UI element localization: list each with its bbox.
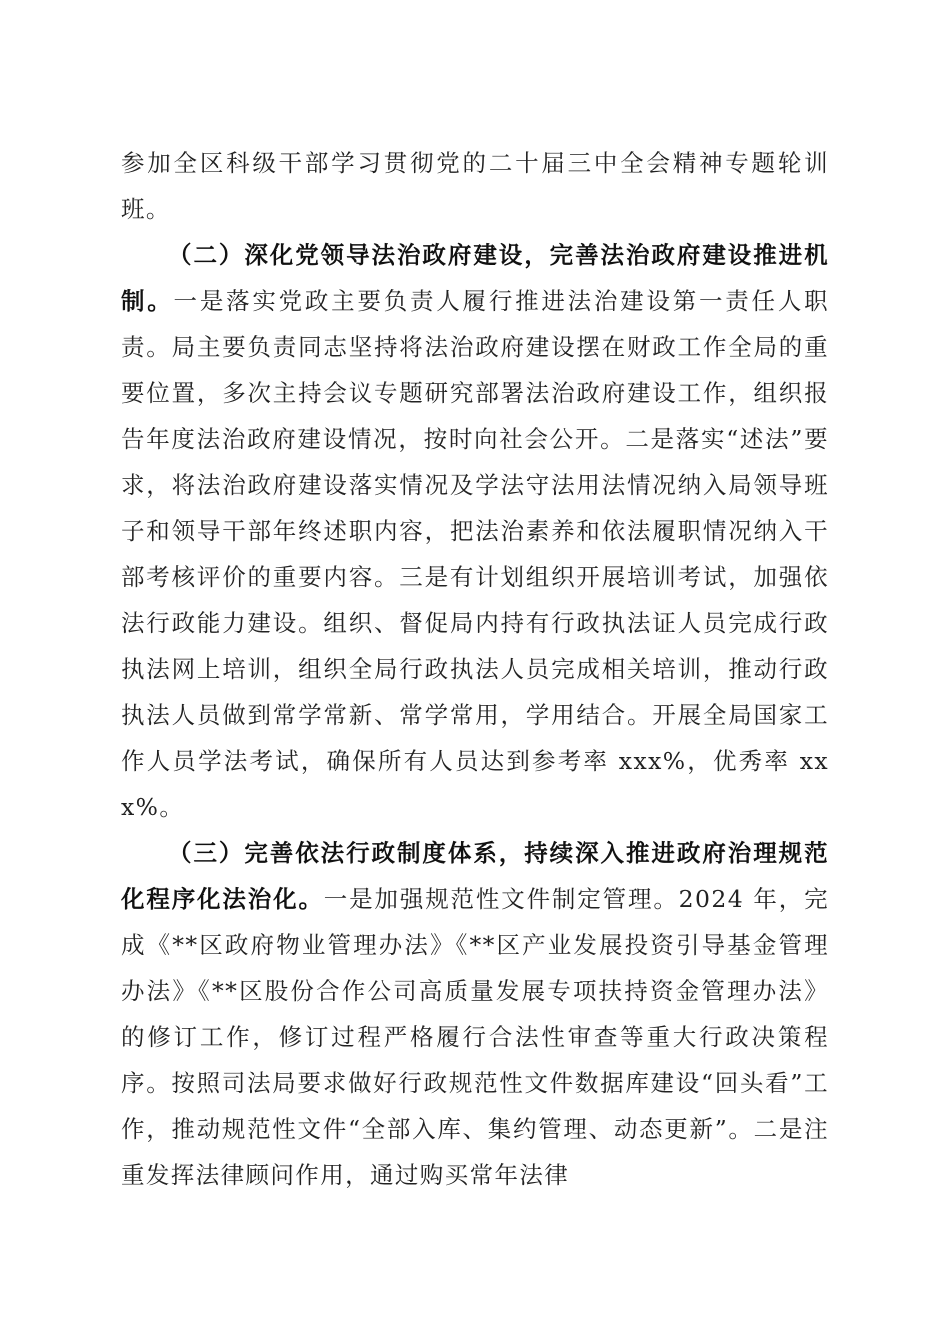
document-body [121, 140, 829, 1198]
paragraph-section-2 [121, 232, 829, 830]
paragraph-continuation [121, 140, 829, 232]
paragraph-text: 参加全区科级干部学习贯彻党的二十届三中全会精神专题轮训班。 [121, 149, 829, 223]
paragraph-text: 一是落实党政主要负责人履行推进法治建设第一责任人职责。局主要负责同志坚持将法治政府建设摆在财政工作全局的重要位置，多次主持会议专题研究部署法治政府建设工作，组织报告年度法治政府建设情况，按时向社会公开。二是落实“述法”要求，将法治政府建设落实情况及学法守法用法情况纳入局领导班子和领导干部年终述职内容，把法治素养和依法履职情况纳入干部考核评价的重要内容。三是有计划组织开展培训考试，加强依法行政能力建设。组织、督促局内持有行政执法证人员完成行政执法网上培训，组织全局行政执法人员完成相关培训，推动行政执法人员做到常学常新、常学常用，学用结合。开展全局国家工作人员学法考试，确保所有人员达到参考率 xxx%，优秀率 xxx%。 [121, 287, 829, 821]
paragraph-text: 一是加强规范性文件制定管理。2024 年，完成《**区政府物业管理办法》《**区产业发展投资引导基金管理办法》《**区股份合作公司高质量发展专项扶持资金管理办法》的修订工作，修订过程严格履行合法性审查等重大行政决策程序。按照司法局要求做好行政规范性文件数据库建设“回头看”工作，推动规范性文件“全部入库、集约管理、动态更新”。二是注重发挥法律顾问作用，通过购买常年法律 [121, 885, 830, 1189]
section-heading-3: （三）完善依法行政制度体系，持续深入推进政府治理规范化程序化法治化。 [121, 839, 829, 913]
paragraph-section-3 [121, 830, 829, 1198]
section-heading-2: （二）深化党领导法治政府建设，完善法治政府建设推进机制。 [121, 241, 829, 315]
